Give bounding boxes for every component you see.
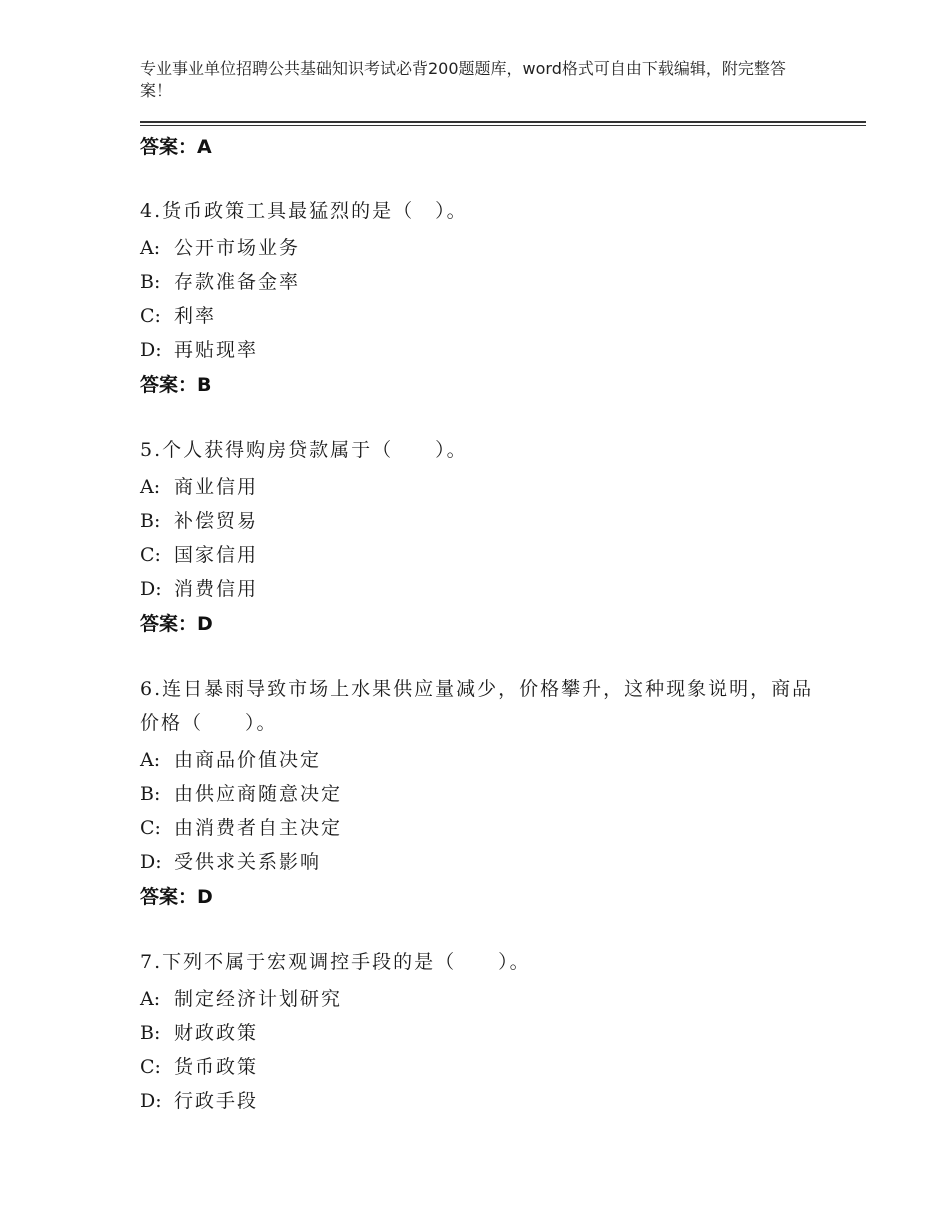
option-key: D: (140, 1090, 162, 1112)
answer-label: 答案：D (140, 613, 213, 635)
option-d (140, 335, 258, 362)
option-b (140, 1018, 258, 1045)
option-a (140, 233, 300, 260)
option-text: 消费信用 (174, 578, 259, 600)
option-text: 商业信用 (174, 476, 259, 498)
option-c (140, 1052, 258, 1079)
option-text: 财政政策 (174, 1022, 259, 1044)
option-text: 存款准备金率 (174, 271, 301, 293)
option-a (140, 472, 258, 499)
option-key: A: (140, 237, 161, 259)
option-key: C: (140, 305, 161, 327)
option-text: 行政手段 (174, 1090, 259, 1112)
option-key: A: (140, 476, 161, 498)
option-text: 补偿贸易 (174, 510, 259, 532)
option-key: C: (140, 544, 161, 566)
question-text: 7.下列不属于宏观调控手段的是（ ）。 (140, 951, 531, 973)
option-key: D: (140, 578, 162, 600)
option-text: 国家信用 (174, 544, 259, 566)
option-text: 利率 (174, 305, 217, 327)
answer-label: 答案：A (140, 136, 212, 158)
option-a (140, 984, 342, 1011)
option-key: C: (140, 817, 161, 839)
question-text: 5.个人获得购房贷款属于（ ）。 (140, 439, 468, 461)
option-text: 由商品价值决定 (174, 749, 322, 771)
option-d (140, 574, 258, 601)
option-d (140, 847, 321, 874)
question-text: 6.连日暴雨导致市场上水果供应量减少，价格攀升，这种现象说明，商品价格（ ）。 (140, 678, 814, 734)
option-text: 再贴现率 (174, 339, 259, 361)
question-text: 4.货币政策工具最猛烈的是（ ）。 (140, 200, 468, 222)
option-key: B: (140, 510, 161, 532)
option-text: 受供求关系影响 (174, 851, 322, 873)
option-text: 制定经济计划研究 (174, 988, 343, 1010)
option-b (140, 267, 300, 294)
option-key: A: (140, 988, 161, 1010)
answer-label: 答案：D (140, 886, 213, 908)
option-c (140, 813, 342, 840)
option-a (140, 745, 321, 772)
page-header: 专业事业单位招聘公共基础知识考试必背200题题库，word格式可自由下载编辑，附完整答案！ (140, 59, 786, 100)
header-divider (140, 121, 866, 123)
option-d (140, 1086, 258, 1113)
option-key: D: (140, 851, 162, 873)
option-key: C: (140, 1056, 161, 1078)
answer-label: 答案：B (140, 374, 212, 396)
option-c (140, 301, 216, 328)
option-key: D: (140, 339, 162, 361)
option-key: A: (140, 749, 161, 771)
header-divider-thin (140, 125, 866, 126)
option-b (140, 506, 258, 533)
option-c (140, 540, 258, 567)
option-b (140, 779, 342, 806)
option-key: B: (140, 1022, 161, 1044)
option-text: 由供应商随意决定 (174, 783, 343, 805)
option-key: B: (140, 271, 161, 293)
option-text: 货币政策 (174, 1056, 259, 1078)
option-text: 由消费者自主决定 (174, 817, 343, 839)
option-key: B: (140, 783, 161, 805)
option-text: 公开市场业务 (174, 237, 301, 259)
